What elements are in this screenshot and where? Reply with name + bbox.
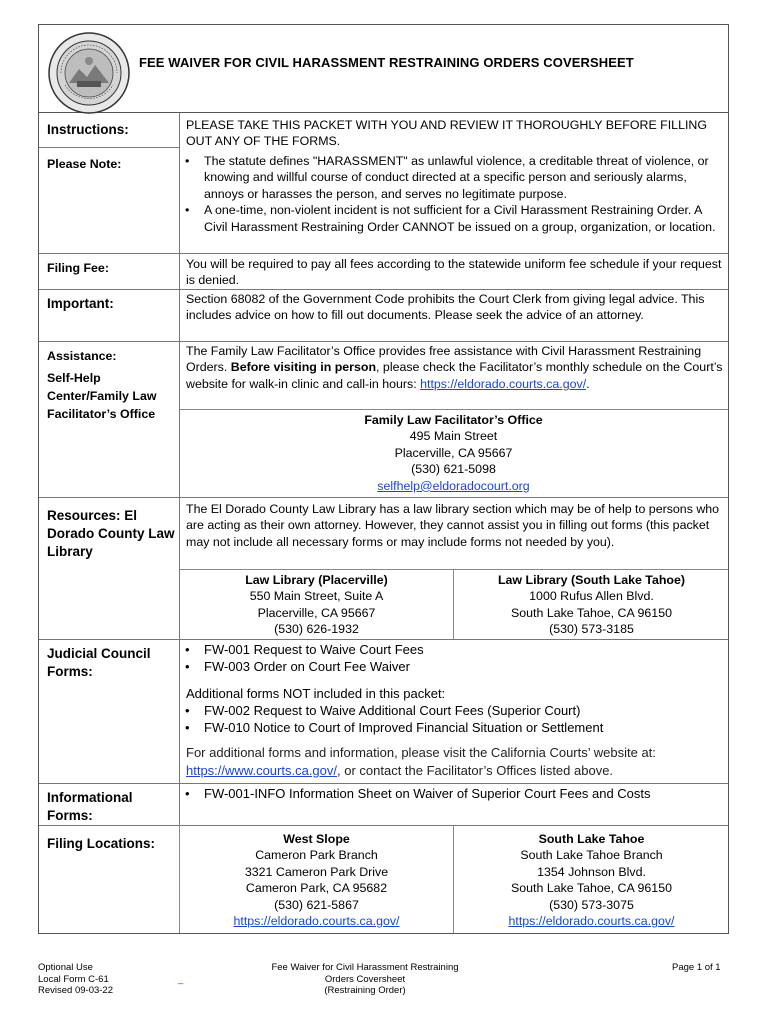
footer-title-line-2: Orders Coversheet bbox=[324, 973, 406, 985]
important-label: Important: bbox=[47, 296, 114, 311]
assistance-link-after: . bbox=[586, 376, 590, 391]
law-library-placerville bbox=[180, 570, 454, 640]
location-city: South Lake Tahoe, CA 96150 bbox=[511, 881, 672, 896]
filing-locations-label: Filing Locations: bbox=[47, 836, 155, 851]
library-city: Placerville, CA 95667 bbox=[257, 605, 376, 620]
courts-ca-link[interactable]: https://www.courts.ca.gov/ bbox=[186, 763, 338, 778]
filing-fee-text: You will be required to pay all fees according to the statewide uniform fee schedule if your request is denied. bbox=[186, 257, 722, 288]
location-phone: (530) 621-5867 bbox=[274, 897, 359, 912]
list-item: • FW-003 Order on Court Fee Waiver bbox=[179, 658, 724, 675]
resources-text: The El Dorado County Law Library has a law library section which may be of help to persons who are acting as their own attorney. However, they cannot assist you in filling out forms (this packet may not include all necessary forms or may include forms not needed by you). bbox=[186, 502, 720, 549]
footer-form-number: Local Form C-61 bbox=[38, 973, 109, 985]
library-name: Law Library (South Lake Tahoe) bbox=[497, 573, 686, 587]
assistance-label bbox=[47, 347, 175, 423]
location-phone: (530) 573-3075 bbox=[549, 897, 634, 912]
assistance-text-pre: The Family Law Facilitator’s Office provides free assistance with Civil Harassment Restraining Orders. bbox=[186, 344, 702, 375]
filing-locations-table bbox=[179, 825, 728, 933]
footer-form-info bbox=[38, 962, 113, 997]
assistance-text bbox=[186, 343, 724, 392]
location-branch: South Lake Tahoe Branch bbox=[520, 848, 663, 863]
more-forms-pre: For additional forms and information, please visit the California Courts’ website at: bbox=[186, 745, 656, 760]
list-item: • FW-001-INFO Information Sheet on Waiver of Superior Court Fees and Costs bbox=[179, 785, 724, 802]
facilitator-office-box bbox=[179, 409, 728, 497]
judicial-label: Judicial Council Forms: bbox=[47, 646, 151, 679]
more-forms-post: , or contact the Facilitator’s Offices listed above. bbox=[337, 763, 614, 778]
office-street: 495 Main Street bbox=[409, 429, 498, 444]
library-city: South Lake Tahoe, CA 96150 bbox=[511, 605, 672, 620]
location-street: 3321 Cameron Park Drive bbox=[244, 864, 389, 879]
court-seal-icon bbox=[47, 31, 131, 115]
law-library-south-lake-tahoe bbox=[454, 570, 729, 640]
location-region: South Lake Tahoe bbox=[538, 832, 645, 846]
not-included-heading: Additional forms NOT included in this packet: bbox=[186, 686, 446, 701]
library-name: Law Library (Placerville) bbox=[245, 573, 388, 587]
not-included-list bbox=[179, 702, 724, 736]
more-forms-text bbox=[186, 744, 724, 780]
location-south-lake-tahoe bbox=[454, 825, 729, 933]
list-item: • The statute defines "HARASSMENT" as unlawful violence, a creditable threat of violence, or knowing and willful course of conduct directed at a specific person and seriously alarms, annoys or harasses the person, and serves no legitimate purpose. bbox=[179, 153, 724, 202]
court-website-link[interactable]: https://eldorado.courts.ca.gov/ bbox=[420, 376, 587, 391]
important-text: Section 68082 of the Government Code prohibits the Court Clerk from giving legal advice. This includes advice on how to fill out documents. Please seek the advice of an attorney. bbox=[186, 292, 705, 323]
footer-revised-date: Revised 09-03-22 bbox=[38, 985, 113, 996]
footer-title-line-1: Fee Waiver for Civil Harassment Restraining bbox=[271, 962, 459, 973]
location-branch: Cameron Park Branch bbox=[255, 848, 378, 863]
office-name: Family Law Facilitator’s Office bbox=[364, 413, 543, 427]
list-item: • A one-time, non-violent incident is not sufficient for a Civil Harassment Restraining Order. A Civil Harassment Restraining Order CANNOT be issued on a group, organization, or location. bbox=[179, 202, 724, 235]
assistance-sublabel: Self-Help Center/Family Law Facilitator’s Office bbox=[47, 371, 157, 421]
location-website-link[interactable]: https://eldorado.courts.ca.gov/ bbox=[233, 914, 400, 929]
page-title: FEE WAIVER FOR CIVIL HARASSMENT RESTRAINING ORDERS COVERSHEET bbox=[139, 55, 634, 70]
footer-title-line-3: (Restraining Order) bbox=[324, 985, 406, 996]
office-city: Placerville, CA 95667 bbox=[394, 445, 513, 460]
instructions-text: PLEASE TAKE THIS PACKET WITH YOU AND REVIEW IT THOROUGHLY BEFORE FILLING OUT ANY OF THE FORMS. bbox=[186, 118, 707, 149]
instructions-label: Instructions: bbox=[47, 122, 129, 137]
judicial-forms-list bbox=[179, 641, 724, 675]
document-frame bbox=[38, 24, 729, 934]
location-west-slope bbox=[180, 825, 454, 933]
footer-page-number: Page 1 of 1 bbox=[672, 962, 721, 973]
library-street: 550 Main Street, Suite A bbox=[249, 589, 384, 604]
office-email-link[interactable]: selfhelp@eldoradocourt.org bbox=[377, 478, 530, 493]
assistance-text-bold: Before visiting in person bbox=[230, 360, 377, 375]
footer-underscore: _ bbox=[178, 974, 184, 985]
office-phone: (530) 621-5098 bbox=[411, 462, 496, 477]
column-divider bbox=[179, 113, 180, 825]
law-library-table bbox=[179, 569, 728, 639]
footer-form-title bbox=[255, 962, 475, 997]
location-city: Cameron Park, CA 95682 bbox=[245, 881, 388, 896]
location-street: 1354 Johnson Blvd. bbox=[537, 864, 646, 879]
please-note-label: Please Note: bbox=[47, 157, 122, 171]
library-street: 1000 Rufus Allen Blvd. bbox=[529, 589, 654, 604]
footer-optional-use: Optional Use bbox=[38, 962, 93, 973]
location-region: West Slope bbox=[283, 832, 350, 846]
title-header bbox=[39, 25, 728, 113]
filing-fee-label: Filing Fee: bbox=[47, 261, 109, 275]
library-phone: (530) 626-1932 bbox=[274, 622, 359, 637]
please-note-list bbox=[179, 153, 724, 235]
assistance-heading: Assistance: bbox=[47, 349, 117, 363]
list-item: • FW-010 Notice to Court of Improved Financial Situation or Settlement bbox=[179, 719, 724, 736]
library-phone: (530) 573-3185 bbox=[549, 622, 634, 637]
list-item: • FW-001 Request to Waive Court Fees bbox=[179, 641, 724, 658]
informational-label: Informational Forms: bbox=[47, 790, 133, 823]
location-website-link[interactable]: https://eldorado.courts.ca.gov/ bbox=[508, 914, 675, 929]
resources-label: Resources: El Dorado County Law Library bbox=[47, 508, 175, 559]
assistance-text-post: , please check the Facilitator’s monthly schedule on the Court’s website for walk-in clinic and call-in hours: bbox=[186, 360, 723, 391]
list-item: • FW-002 Request to Waive Additional Court Fees (Superior Court) bbox=[179, 702, 724, 719]
informational-list bbox=[179, 785, 724, 802]
